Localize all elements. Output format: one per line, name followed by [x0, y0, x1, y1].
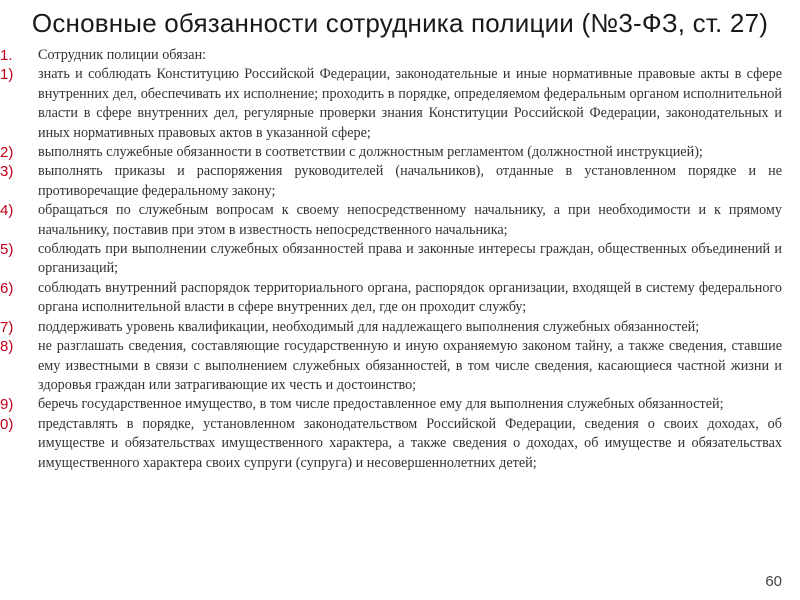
list-item — [0, 201, 800, 240]
list-item-text: обращаться по служебным вопросам к своему непосредственному начальнику, а при необходимости и к прямому начальнику, поставив при этом в известность непосредственного начальника; — [38, 202, 782, 238]
list-item-text: знать и соблюдать Конституцию Российской Федерации, законодательные и иные нормативные правовые акты в сфере внутренних дел, обеспечивать их исполнение; проходить в порядке, определяемом федеральным органом исполнительной власти в сфере внутренних дел, регулярные проверки знания Конституции Российской Федерации, законодательных и иных нормативных правовых актов в указанной сфере; — [38, 66, 782, 141]
list-marker: 2) — [0, 144, 14, 162]
list-item — [0, 65, 800, 143]
list-item-text: выполнять приказы и распоряжения руководителей (начальников), отданные в установленном порядке и не противоречащие федеральному закону; — [38, 163, 782, 199]
list-marker: 0) — [0, 415, 14, 433]
list-item-text: соблюдать внутренний распорядок территориального органа, распорядок организации, входящей в систему федерального органа исполнительной власти в сфере внутренних дел, где он проходит службу; — [38, 279, 782, 316]
list-item-text: не разглашать сведения, составляющие государственную и иную охраняемую законом тайну, а также сведения, ставшие ему известными в связи с выполнением служебных обязанностей, в том числе сведения, касающиеся частной жизни и здоровья граждан или затрагивающие их честь и достоинство; — [38, 338, 782, 393]
list-marker: 1. — [0, 47, 13, 64]
list-item-text: Сотрудник полиции обязан: — [38, 47, 207, 63]
list-marker: 6) — [0, 279, 14, 297]
list-item — [0, 240, 800, 279]
list-item — [0, 162, 800, 201]
list-marker: 3) — [0, 163, 14, 181]
list-item — [0, 318, 800, 337]
list-marker: 7) — [0, 318, 14, 336]
list-item — [0, 143, 800, 162]
list-item — [0, 279, 800, 318]
page-number: 60 — [765, 573, 782, 590]
slide-title: Основные обязанности сотрудника полиции (№3-ФЗ, ст. 27) — [31, 8, 769, 38]
list-marker: 9) — [0, 396, 14, 414]
list-item — [0, 46, 800, 65]
list-item — [0, 395, 800, 414]
list-marker: 8) — [0, 338, 14, 356]
duties-list — [0, 46, 800, 473]
list-marker: 4) — [0, 202, 14, 220]
list-item-text: поддерживать уровень квалификации, необходимый для надлежащего выполнения служебных обязанностей; — [38, 318, 700, 335]
list-item-text: представлять в порядке, установленном законодательством Российской Федерации, сведения о своих доходах, об имуществе и обязательствах имущественного характера, а также сведения о доходах, об имуществе и обязательствах имущественного характера своих супруги (супруга) и несовершеннолетних детей; — [38, 415, 782, 471]
list-item — [0, 415, 800, 473]
list-item-text: выполнять служебные обязанности в соответствии с должностным регламентом (должностной инструкцией); — [38, 144, 703, 161]
list-item — [0, 337, 800, 395]
list-marker: 5) — [0, 241, 14, 259]
list-item-text: беречь государственное имущество, в том числе предоставленное ему для выполнения служебных обязанностей; — [38, 396, 724, 413]
list-marker: 1) — [0, 66, 14, 84]
list-item-text: соблюдать при выполнении служебных обязанностей права и законные интересы граждан, общественных объединений и организаций; — [38, 241, 782, 277]
